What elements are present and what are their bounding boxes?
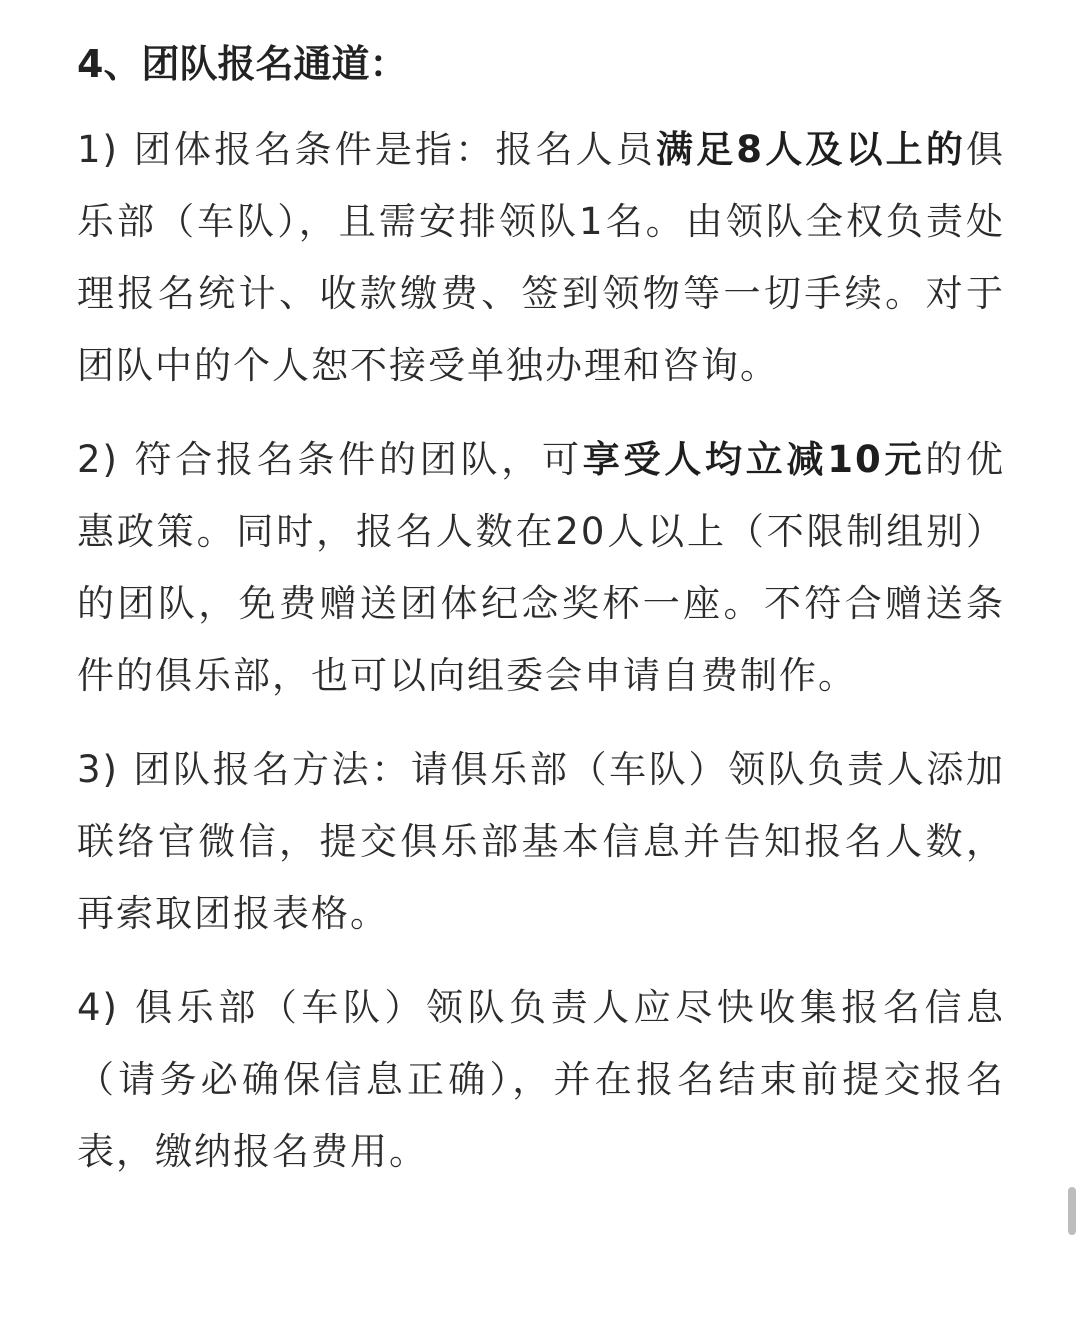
- paragraph-text: 俱乐部（车队），且需安排领队1名。由领队全权负责处理报名统计、收款缴费、签到领物等一切手续。对于团队中的个人恕不接受单独办理和咨询。: [77, 128, 1005, 387]
- scrollbar-thumb[interactable]: [1068, 1187, 1076, 1235]
- paragraph-team-discount: [77, 424, 1005, 712]
- paragraph-text: 2) 符合报名条件的团队，可: [77, 438, 583, 481]
- paragraph-registration-method: [77, 734, 1005, 950]
- paragraph-text: 的优惠政策。同时，报名人数在20人以上（不限制组别）的团队，免费赠送团体纪念奖杯一座。不符合赠送条件的俱乐部，也可以向组委会申请自费制作。: [77, 438, 1005, 697]
- article-content: [77, 28, 1005, 1210]
- paragraph-submission: [77, 972, 1005, 1188]
- section-heading: 4、团队报名通道：: [77, 42, 408, 86]
- paragraph-text: 1) 团体报名条件是指：报名人员: [77, 128, 656, 171]
- paragraph-emphasis: 享受人均立减10元: [582, 438, 926, 481]
- paragraph-emphasis: 满足8人及以上的: [655, 128, 966, 171]
- paragraph-text: 4) 俱乐部（车队）领队负责人应尽快收集报名信息（请务必确保信息正确），并在报名结束前提交报名表，缴纳报名费用。: [77, 986, 1005, 1173]
- paragraph-team-conditions: [77, 114, 1005, 402]
- paragraph-text: 3) 团队报名方法：请俱乐部（车队）领队负责人添加联络官微信，提交俱乐部基本信息并告知报名人数，再索取团报表格。: [77, 748, 1005, 935]
